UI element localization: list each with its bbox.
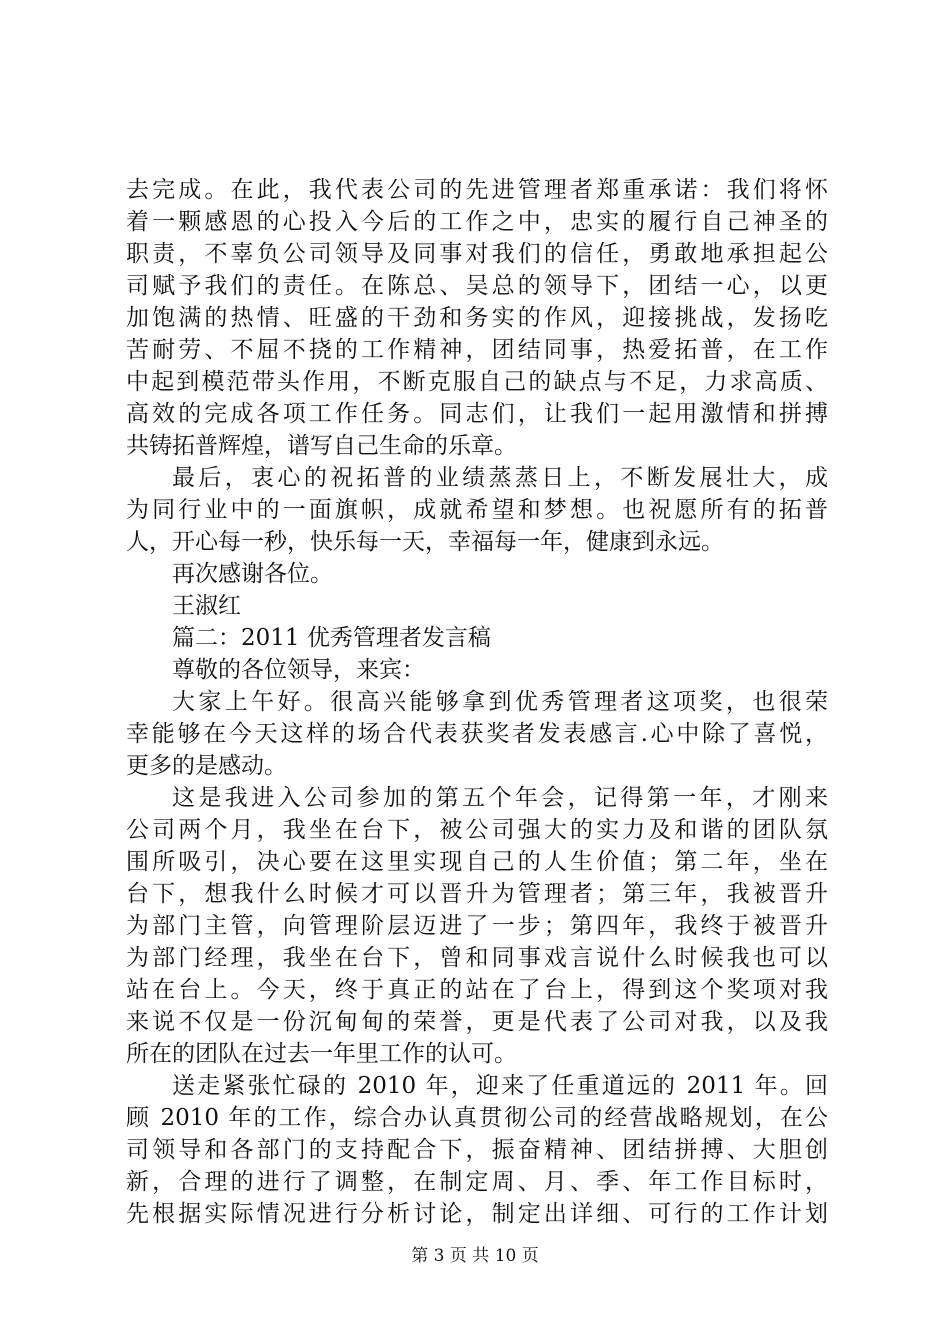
paragraph-line: 站在台上。今天，终于真正的站在了台上，得到这个奖项对我 bbox=[126, 977, 828, 1003]
paragraph-line: 所在的团队在过去一年里工作的认可。 bbox=[126, 1041, 517, 1067]
page-footer: 第 3 页 共 10 页 bbox=[411, 1246, 539, 1266]
paragraph-line: 最后，衷心的祝拓普的业绩蒸蒸日上，不断发展壮大，成 bbox=[172, 465, 828, 491]
paragraph-line: 人，开心每一秒，快乐每一天，幸福每一年，健康到永远。 bbox=[126, 529, 724, 555]
paragraph-line: 着一颗感恩的心投入今后的工作之中，忠实的履行自己神圣的 bbox=[126, 209, 828, 235]
paragraph-line: 加饱满的热情、旺盛的干劲和务实的作风，迎接挑战，发扬吃 bbox=[126, 305, 828, 331]
paragraph-line: 公司两个月，我坐在台下，被公司强大的实力及和谐的团队氛 bbox=[126, 817, 828, 843]
paragraph-line: 尊敬的各位领导，来宾： bbox=[172, 657, 425, 683]
paragraph-line: 幸能够在今天这样的场合代表获奖者发表感言.心中除了喜悦， bbox=[126, 721, 828, 747]
paragraph-line: 新，合理的进行了调整，在制定周、月、季、年工作目标时， bbox=[126, 1169, 828, 1195]
paragraph-line: 篇二：2011 优秀管理者发言稿 bbox=[172, 625, 491, 651]
paragraph-line: 苦耐劳、不屈不挠的工作精神，团结同事，热爱拓普，在工作 bbox=[126, 337, 828, 363]
document-body bbox=[126, 174, 828, 1230]
paragraph-line: 共铸拓普辉煌，谱写自己生命的乐章。 bbox=[126, 433, 517, 459]
paragraph-line: 再次感谢各位。 bbox=[172, 561, 333, 587]
paragraph-line: 来说不仅是一份沉甸甸的荣誉，更是代表了公司对我，以及我 bbox=[126, 1009, 828, 1035]
paragraph-line: 顾 2010 年的工作，综合办认真贯彻公司的经营战略规划，在公 bbox=[126, 1105, 828, 1131]
paragraph-line: 围所吸引，决心要在这里实现自己的人生价值；第二年，坐在 bbox=[126, 849, 828, 875]
paragraph-line: 为部门经理，我坐在台下，曾和同事戏言说什么时候我也可以 bbox=[126, 945, 828, 971]
paragraph-line: 职责，不辜负公司领导及同事对我们的信任，勇敢地承担起公 bbox=[126, 241, 828, 267]
paragraph-line: 先根据实际情况进行分析讨论，制定出详细、可行的工作计划 bbox=[126, 1201, 828, 1227]
paragraph-line: 大家上午好。很高兴能够拿到优秀管理者这项奖，也很荣 bbox=[172, 689, 828, 715]
paragraph-line: 去完成。在此，我代表公司的先进管理者郑重承诺：我们将怀 bbox=[126, 177, 828, 203]
paragraph-line: 高效的完成各项工作任务。同志们，让我们一起用激情和拼搏 bbox=[126, 401, 828, 427]
paragraph-line: 为部门主管，向管理阶层迈进了一步；第四年，我终于被晋升 bbox=[126, 913, 828, 939]
paragraph-line: 这是我进入公司参加的第五个年会，记得第一年，才刚来 bbox=[172, 785, 828, 811]
paragraph-line: 为同行业中的一面旗帜，成就希望和梦想。也祝愿所有的拓普 bbox=[126, 497, 828, 523]
paragraph-line: 台下，想我什么时候才可以晋升为管理者；第三年，我被晋升 bbox=[126, 881, 828, 907]
paragraph-line: 司赋予我们的责任。在陈总、吴总的领导下，团结一心，以更 bbox=[126, 273, 828, 299]
paragraph-line: 更多的是感动。 bbox=[126, 753, 287, 779]
paragraph-line: 王淑红 bbox=[172, 593, 241, 619]
paragraph-line: 送走紧张忙碌的 2010 年，迎来了任重道远的 2011 年。回 bbox=[172, 1073, 828, 1099]
paragraph-line: 司领导和各部门的支持配合下，振奋精神、团结拼搏、大胆创 bbox=[126, 1137, 828, 1163]
paragraph-line: 中起到模范带头作用，不断克服自己的缺点与不足，力求高质、 bbox=[126, 369, 828, 395]
